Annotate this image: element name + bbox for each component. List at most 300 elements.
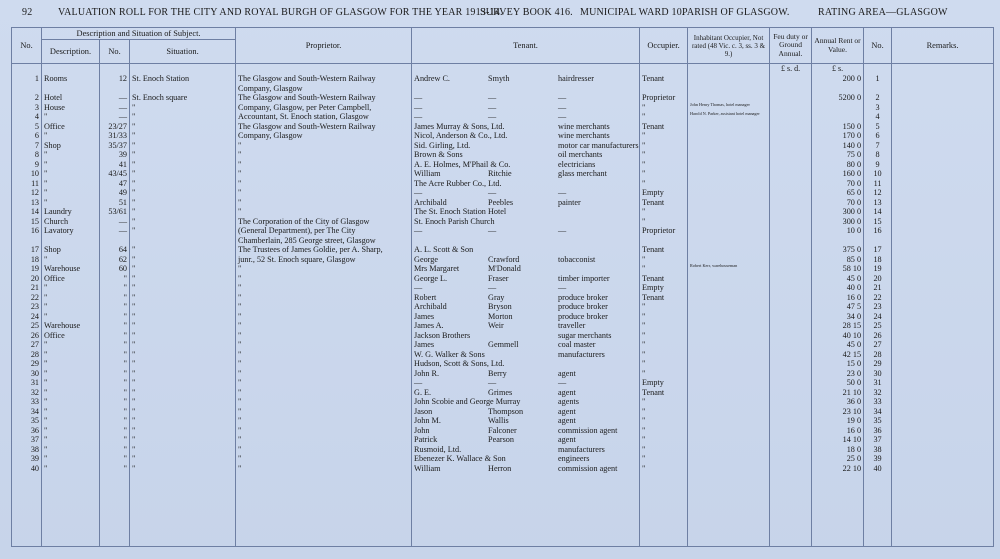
- row-proprietor: ": [236, 407, 412, 417]
- row-occupier: ": [640, 160, 688, 170]
- parish: PARISH OF GLASGOW.: [682, 7, 790, 18]
- row-street-number: 39: [100, 150, 130, 160]
- row-tenant: [412, 160, 640, 170]
- row-tenant: [412, 454, 640, 464]
- tenant-occupation: sugar merchants: [558, 330, 612, 340]
- row-feu-duty: [770, 331, 812, 341]
- filler-cell: [688, 473, 770, 547]
- tenant-name: Sid. Girling, Ltd.: [414, 140, 471, 150]
- tenant-surname: Morton: [488, 311, 513, 321]
- row-inhabitant-occupier: [688, 236, 770, 246]
- row-inhabitant-occupier: [688, 426, 770, 436]
- row-occupier: ": [640, 169, 688, 179]
- row-number: 40: [12, 464, 42, 474]
- tenant-name: The St. Enoch Station Hotel: [414, 207, 507, 216]
- rating-area: RATING AREA—GLASGOW: [818, 7, 948, 18]
- tenant-occupation: produce broker: [558, 302, 608, 311]
- tenant-surname: —: [488, 226, 497, 235]
- row-street-number: ": [100, 302, 130, 312]
- tenant-name: —: [414, 112, 423, 121]
- tenant-occupation: timber importer: [558, 273, 610, 283]
- tenant-occupation: —: [558, 283, 567, 292]
- tenant-occupation: —: [558, 378, 567, 387]
- row-description: Warehouse: [42, 321, 100, 331]
- row-remarks: [892, 150, 994, 160]
- page-number: 92: [22, 7, 33, 18]
- row-annual-rent: 40 0: [812, 283, 864, 293]
- row-situation: ": [130, 464, 236, 474]
- row-occupier: ": [640, 141, 688, 151]
- row-proprietor: ": [236, 359, 412, 369]
- row-tenant: [412, 179, 640, 189]
- row-occupier: ": [640, 464, 688, 474]
- tenant-occupation: oil merchants: [558, 150, 603, 159]
- row-occupier: ": [640, 416, 688, 426]
- row-feu-duty: [770, 283, 812, 293]
- row-number: 31: [12, 378, 42, 388]
- row-description: House: [42, 103, 100, 113]
- row-description: ": [42, 179, 100, 189]
- row-remarks: [892, 188, 994, 198]
- row-inhabitant-occupier: [688, 302, 770, 312]
- row-remarks: [892, 464, 994, 474]
- row-proprietor: The Glasgow and South-Western Railway: [236, 122, 412, 132]
- row-number-repeat: 27: [864, 340, 892, 350]
- row-feu-duty: [770, 378, 812, 388]
- row-remarks: [892, 435, 994, 445]
- table-row: [12, 416, 994, 426]
- tenant-name: W. G. Walker & Sons: [414, 349, 485, 359]
- row-tenant: [412, 198, 640, 208]
- tenant-surname: Herron: [488, 463, 512, 473]
- row-occupier: [640, 84, 688, 94]
- row-description: Shop: [42, 245, 100, 255]
- tenant-name: —: [414, 378, 423, 387]
- row-street-number: ": [100, 445, 130, 455]
- row-tenant: [412, 397, 640, 407]
- tenant-name: Patrick: [414, 435, 438, 444]
- table-row: [12, 464, 994, 474]
- tenant-occupation: —: [558, 112, 567, 121]
- row-inhabitant-occupier: [688, 340, 770, 350]
- tenant-name: St. Enoch Parish Church: [414, 216, 495, 226]
- row-tenant: [412, 407, 640, 417]
- table-row: [12, 236, 994, 246]
- row-description: ": [42, 407, 100, 417]
- tenant-name: The Acre Rubber Co., Ltd.: [414, 178, 502, 188]
- row-remarks: [892, 198, 994, 208]
- table-row: [12, 112, 994, 122]
- row-occupier: ": [640, 331, 688, 341]
- tenant-name: William: [414, 463, 441, 473]
- row-occupier: ": [640, 217, 688, 227]
- row-number-repeat: 23: [864, 302, 892, 312]
- row-number: 39: [12, 454, 42, 464]
- row-tenant: [412, 359, 640, 369]
- table-row: [12, 131, 994, 141]
- row-annual-rent: 21 10: [812, 388, 864, 398]
- row-situation: ": [130, 188, 236, 198]
- row-inhabitant-occupier: [688, 378, 770, 388]
- row-remarks: [892, 131, 994, 141]
- row-situation: ": [130, 435, 236, 445]
- row-tenant: [412, 331, 640, 341]
- row-inhabitant-occupier: [688, 350, 770, 360]
- row-number-repeat: 21: [864, 283, 892, 293]
- row-number: 30: [12, 369, 42, 379]
- tenant-occupation: commission agent: [558, 463, 618, 473]
- row-occupier: Tenant: [640, 274, 688, 284]
- row-description: ": [42, 340, 100, 350]
- tenant-occupation: agent: [558, 387, 576, 397]
- row-inhabitant-occupier: [688, 74, 770, 84]
- row-tenant: [412, 350, 640, 360]
- col-inhabitant: Inhabitant Occupier, Not rated (48 Vic. c. 3, ss. 3 & 9.): [688, 28, 770, 64]
- row-street-number: 49: [100, 188, 130, 198]
- row-proprietor: ": [236, 160, 412, 170]
- table-row: [12, 407, 994, 417]
- row-remarks: [892, 302, 994, 312]
- row-occupier: Tenant: [640, 388, 688, 398]
- row-occupier: Empty: [640, 378, 688, 388]
- row-number-repeat: 8: [864, 150, 892, 160]
- row-number: [12, 236, 42, 246]
- row-feu-duty: [770, 388, 812, 398]
- row-street-number: 23/27: [100, 122, 130, 132]
- row-street-number: ": [100, 359, 130, 369]
- tenant-occupation: —: [558, 93, 567, 102]
- row-situation: ": [130, 112, 236, 122]
- row-number-repeat: 31: [864, 378, 892, 388]
- row-inhabitant-occupier: [688, 464, 770, 474]
- row-description: ": [42, 369, 100, 379]
- row-inhabitant-occupier: [688, 321, 770, 331]
- filler-cell: [812, 473, 864, 547]
- table-row: [12, 331, 994, 341]
- row-tenant: [412, 293, 640, 303]
- row-occupier: ": [640, 445, 688, 455]
- row-number: 10: [12, 169, 42, 179]
- row-number: 18: [12, 255, 42, 265]
- tenant-name: James: [414, 311, 435, 321]
- row-proprietor: (General Department), per The City: [236, 226, 412, 236]
- tenant-occupation: commission agent: [558, 425, 618, 435]
- row-number-repeat: 15: [864, 217, 892, 227]
- row-number: 21: [12, 283, 42, 293]
- tenant-name: George: [414, 254, 438, 264]
- row-proprietor: Company, Glasgow: [236, 84, 412, 94]
- row-situation: ": [130, 378, 236, 388]
- row-tenant: [412, 188, 640, 198]
- row-proprietor: ": [236, 464, 412, 474]
- row-feu-duty: [770, 150, 812, 160]
- row-annual-rent: 170 0: [812, 131, 864, 141]
- row-tenant: [412, 112, 640, 122]
- row-street-number: ": [100, 350, 130, 360]
- table-row: [12, 141, 994, 151]
- row-number: 8: [12, 150, 42, 160]
- row-situation: ": [130, 150, 236, 160]
- tenant-surname: Crawford: [488, 254, 520, 264]
- row-street-number: —: [100, 103, 130, 113]
- tenant-surname: —: [488, 112, 497, 121]
- row-tenant: [412, 340, 640, 350]
- row-occupier: Tenant: [640, 245, 688, 255]
- row-number-repeat: 11: [864, 179, 892, 189]
- row-feu-duty: [770, 302, 812, 312]
- row-proprietor: ": [236, 397, 412, 407]
- row-proprietor: ": [236, 141, 412, 151]
- row-feu-duty: [770, 359, 812, 369]
- row-street-number: 53/61: [100, 207, 130, 217]
- row-occupier: Tenant: [640, 293, 688, 303]
- row-feu-duty: [770, 179, 812, 189]
- row-feu-duty: [770, 131, 812, 141]
- row-remarks: [892, 226, 994, 236]
- row-tenant: [412, 435, 640, 445]
- row-street-number: 60: [100, 264, 130, 274]
- row-feu-duty: [770, 293, 812, 303]
- row-street-number: —: [100, 112, 130, 122]
- row-feu-duty: [770, 207, 812, 217]
- row-remarks: [892, 84, 994, 94]
- tenant-occupation: agents: [558, 397, 579, 406]
- row-occupier: ": [640, 426, 688, 436]
- row-tenant: [412, 226, 640, 236]
- row-proprietor: ": [236, 426, 412, 436]
- table-row: [12, 359, 994, 369]
- row-tenant: [412, 255, 640, 265]
- row-feu-duty: [770, 445, 812, 455]
- row-proprietor: ": [236, 264, 412, 274]
- col-no-2: No.: [864, 28, 892, 64]
- row-description: ": [42, 445, 100, 455]
- row-remarks: [892, 340, 994, 350]
- row-feu-duty: [770, 84, 812, 94]
- row-street-number: —: [100, 93, 130, 103]
- row-proprietor: ": [236, 340, 412, 350]
- row-number-repeat: [864, 84, 892, 94]
- row-proprietor: ": [236, 179, 412, 189]
- row-number: 33: [12, 397, 42, 407]
- row-number-repeat: 7: [864, 141, 892, 151]
- row-description: ": [42, 302, 100, 312]
- row-number-repeat: 33: [864, 397, 892, 407]
- row-street-number: 51: [100, 198, 130, 208]
- row-number-repeat: 13: [864, 198, 892, 208]
- row-inhabitant-occupier: [688, 454, 770, 464]
- row-occupier: ": [640, 312, 688, 322]
- row-remarks: [892, 350, 994, 360]
- row-number-repeat: 17: [864, 245, 892, 255]
- row-situation: ": [130, 255, 236, 265]
- row-number-repeat: 4: [864, 112, 892, 122]
- table-row: [12, 74, 994, 84]
- row-proprietor: ": [236, 416, 412, 426]
- tenant-surname: M'Donald: [488, 264, 521, 273]
- row-feu-duty: [770, 454, 812, 464]
- row-street-number: —: [100, 226, 130, 236]
- table-row: [12, 179, 994, 189]
- row-street-number: ": [100, 283, 130, 293]
- row-annual-rent: 10 0: [812, 226, 864, 236]
- row-number: 13: [12, 198, 42, 208]
- table-row: [12, 340, 994, 350]
- row-tenant: [412, 207, 640, 217]
- tenant-name: James: [414, 340, 435, 349]
- row-feu-duty: [770, 321, 812, 331]
- row-feu-duty: [770, 74, 812, 84]
- row-inhabitant-occupier: [688, 150, 770, 160]
- row-number: 16: [12, 226, 42, 236]
- row-number: 7: [12, 141, 42, 151]
- tenant-occupation: electricians: [558, 159, 596, 169]
- row-situation: ": [130, 369, 236, 379]
- row-situation: ": [130, 321, 236, 331]
- row-feu-duty: [770, 112, 812, 122]
- row-tenant: [412, 264, 640, 274]
- row-proprietor: ": [236, 302, 412, 312]
- row-inhabitant-occupier: [688, 207, 770, 217]
- tenant-name: John: [414, 425, 430, 435]
- row-street-number: ": [100, 435, 130, 445]
- table-row: [12, 302, 994, 312]
- row-description: ": [42, 388, 100, 398]
- row-annual-rent: 19 0: [812, 416, 864, 426]
- row-remarks: [892, 274, 994, 284]
- tenant-occupation: produce broker: [558, 292, 608, 302]
- row-number: 28: [12, 350, 42, 360]
- tenant-name: George L.: [414, 273, 448, 283]
- tenant-name: Andrew C.: [414, 74, 450, 83]
- row-street-number: ": [100, 293, 130, 303]
- tenant-name: Rusmoid, Ltd.: [414, 444, 462, 454]
- row-description: ": [42, 293, 100, 303]
- tenant-occupation: glass merchant: [558, 169, 607, 178]
- table-row: [12, 274, 994, 284]
- tenant-occupation: agent: [558, 435, 576, 444]
- row-proprietor: The Corporation of the City of Glasgow: [236, 217, 412, 227]
- row-street-number: ": [100, 464, 130, 474]
- row-number: 19: [12, 264, 42, 274]
- row-number-repeat: 40: [864, 464, 892, 474]
- row-number: 25: [12, 321, 42, 331]
- row-inhabitant-occupier: [688, 160, 770, 170]
- row-occupier: ": [640, 150, 688, 160]
- row-occupier: ": [640, 454, 688, 464]
- row-feu-duty: [770, 369, 812, 379]
- table-row: [12, 369, 994, 379]
- row-inhabitant-occupier: [688, 122, 770, 132]
- tenant-name: William: [414, 169, 441, 178]
- row-situation: ": [130, 207, 236, 217]
- row-tenant: [412, 321, 640, 331]
- row-proprietor: ": [236, 312, 412, 322]
- row-proprietor: ": [236, 435, 412, 445]
- row-remarks: [892, 283, 994, 293]
- row-remarks: [892, 255, 994, 265]
- table-row: [12, 169, 994, 179]
- row-remarks: [892, 141, 994, 151]
- row-feu-duty: [770, 217, 812, 227]
- row-remarks: [892, 264, 994, 274]
- row-remarks: [892, 321, 994, 331]
- row-tenant: [412, 274, 640, 284]
- row-number: 32: [12, 388, 42, 398]
- tenant-surname: Gemmell: [488, 340, 519, 349]
- row-proprietor: ": [236, 207, 412, 217]
- tenant-name: Archibald: [414, 197, 447, 207]
- row-situation: ": [130, 293, 236, 303]
- row-street-number: 35/37: [100, 141, 130, 151]
- row-situation: ": [130, 169, 236, 179]
- filler-cell: [42, 473, 100, 547]
- row-description: [42, 236, 100, 246]
- table-row: [12, 160, 994, 170]
- row-street-number: [100, 236, 130, 246]
- row-description: ": [42, 359, 100, 369]
- row-annual-rent: 150 0: [812, 122, 864, 132]
- row-proprietor: Accountant, St. Enoch station, Glasgow: [236, 112, 412, 122]
- tenant-surname: Thompson: [488, 406, 524, 416]
- row-situation: ": [130, 198, 236, 208]
- tenant-name: Jackson Brothers: [414, 330, 471, 340]
- row-situation: ": [130, 217, 236, 227]
- row-feu-duty: [770, 464, 812, 474]
- row-situation: ": [130, 416, 236, 426]
- row-description: Lavatory: [42, 226, 100, 236]
- row-occupier: Proprietor: [640, 226, 688, 236]
- row-number: 4: [12, 112, 42, 122]
- row-tenant: [412, 388, 640, 398]
- row-description: ": [42, 160, 100, 170]
- row-inhabitant-occupier: [688, 397, 770, 407]
- page-title: VALUATION ROLL FOR THE CITY AND ROYAL BURGH OF GLASGOW FOR THE YEAR 1913-14.: [58, 7, 503, 18]
- row-annual-rent: 40 10: [812, 331, 864, 341]
- tenant-occupation: —: [558, 188, 567, 197]
- row-number: 20: [12, 274, 42, 284]
- row-remarks: [892, 359, 994, 369]
- table-row: [12, 350, 994, 360]
- col-feu-duty: Feu duty or Ground Annual.: [770, 28, 812, 64]
- tenant-surname: Ritchie: [488, 169, 512, 178]
- row-tenant: [412, 169, 640, 179]
- row-proprietor: Chamberlain, 285 George street, Glasgow: [236, 236, 412, 246]
- row-occupier: ": [640, 359, 688, 369]
- row-occupier: ": [640, 340, 688, 350]
- col-proprietor: Proprietor.: [236, 28, 412, 64]
- row-inhabitant-occupier: [688, 245, 770, 255]
- filler-cell: [892, 473, 994, 547]
- row-situation: St. Enoch square: [130, 93, 236, 103]
- row-description: ": [42, 464, 100, 474]
- col-situation: Situation.: [130, 40, 236, 64]
- row-street-number: ": [100, 407, 130, 417]
- row-inhabitant-occupier: [688, 188, 770, 198]
- tenant-name: Nicol, Anderson & Co., Ltd.: [414, 131, 508, 140]
- tenant-surname: Bryson: [488, 302, 512, 311]
- table-row: [12, 217, 994, 227]
- row-annual-rent: 70 0: [812, 179, 864, 189]
- row-proprietor: ": [236, 169, 412, 179]
- tenant-name: John R.: [414, 368, 440, 378]
- row-number-repeat: 12: [864, 188, 892, 198]
- row-description: [42, 84, 100, 94]
- row-annual-rent: 45 0: [812, 340, 864, 350]
- row-annual-rent: 34 0: [812, 312, 864, 322]
- row-inhabitant-occupier: [688, 416, 770, 426]
- row-number-repeat: 1: [864, 74, 892, 84]
